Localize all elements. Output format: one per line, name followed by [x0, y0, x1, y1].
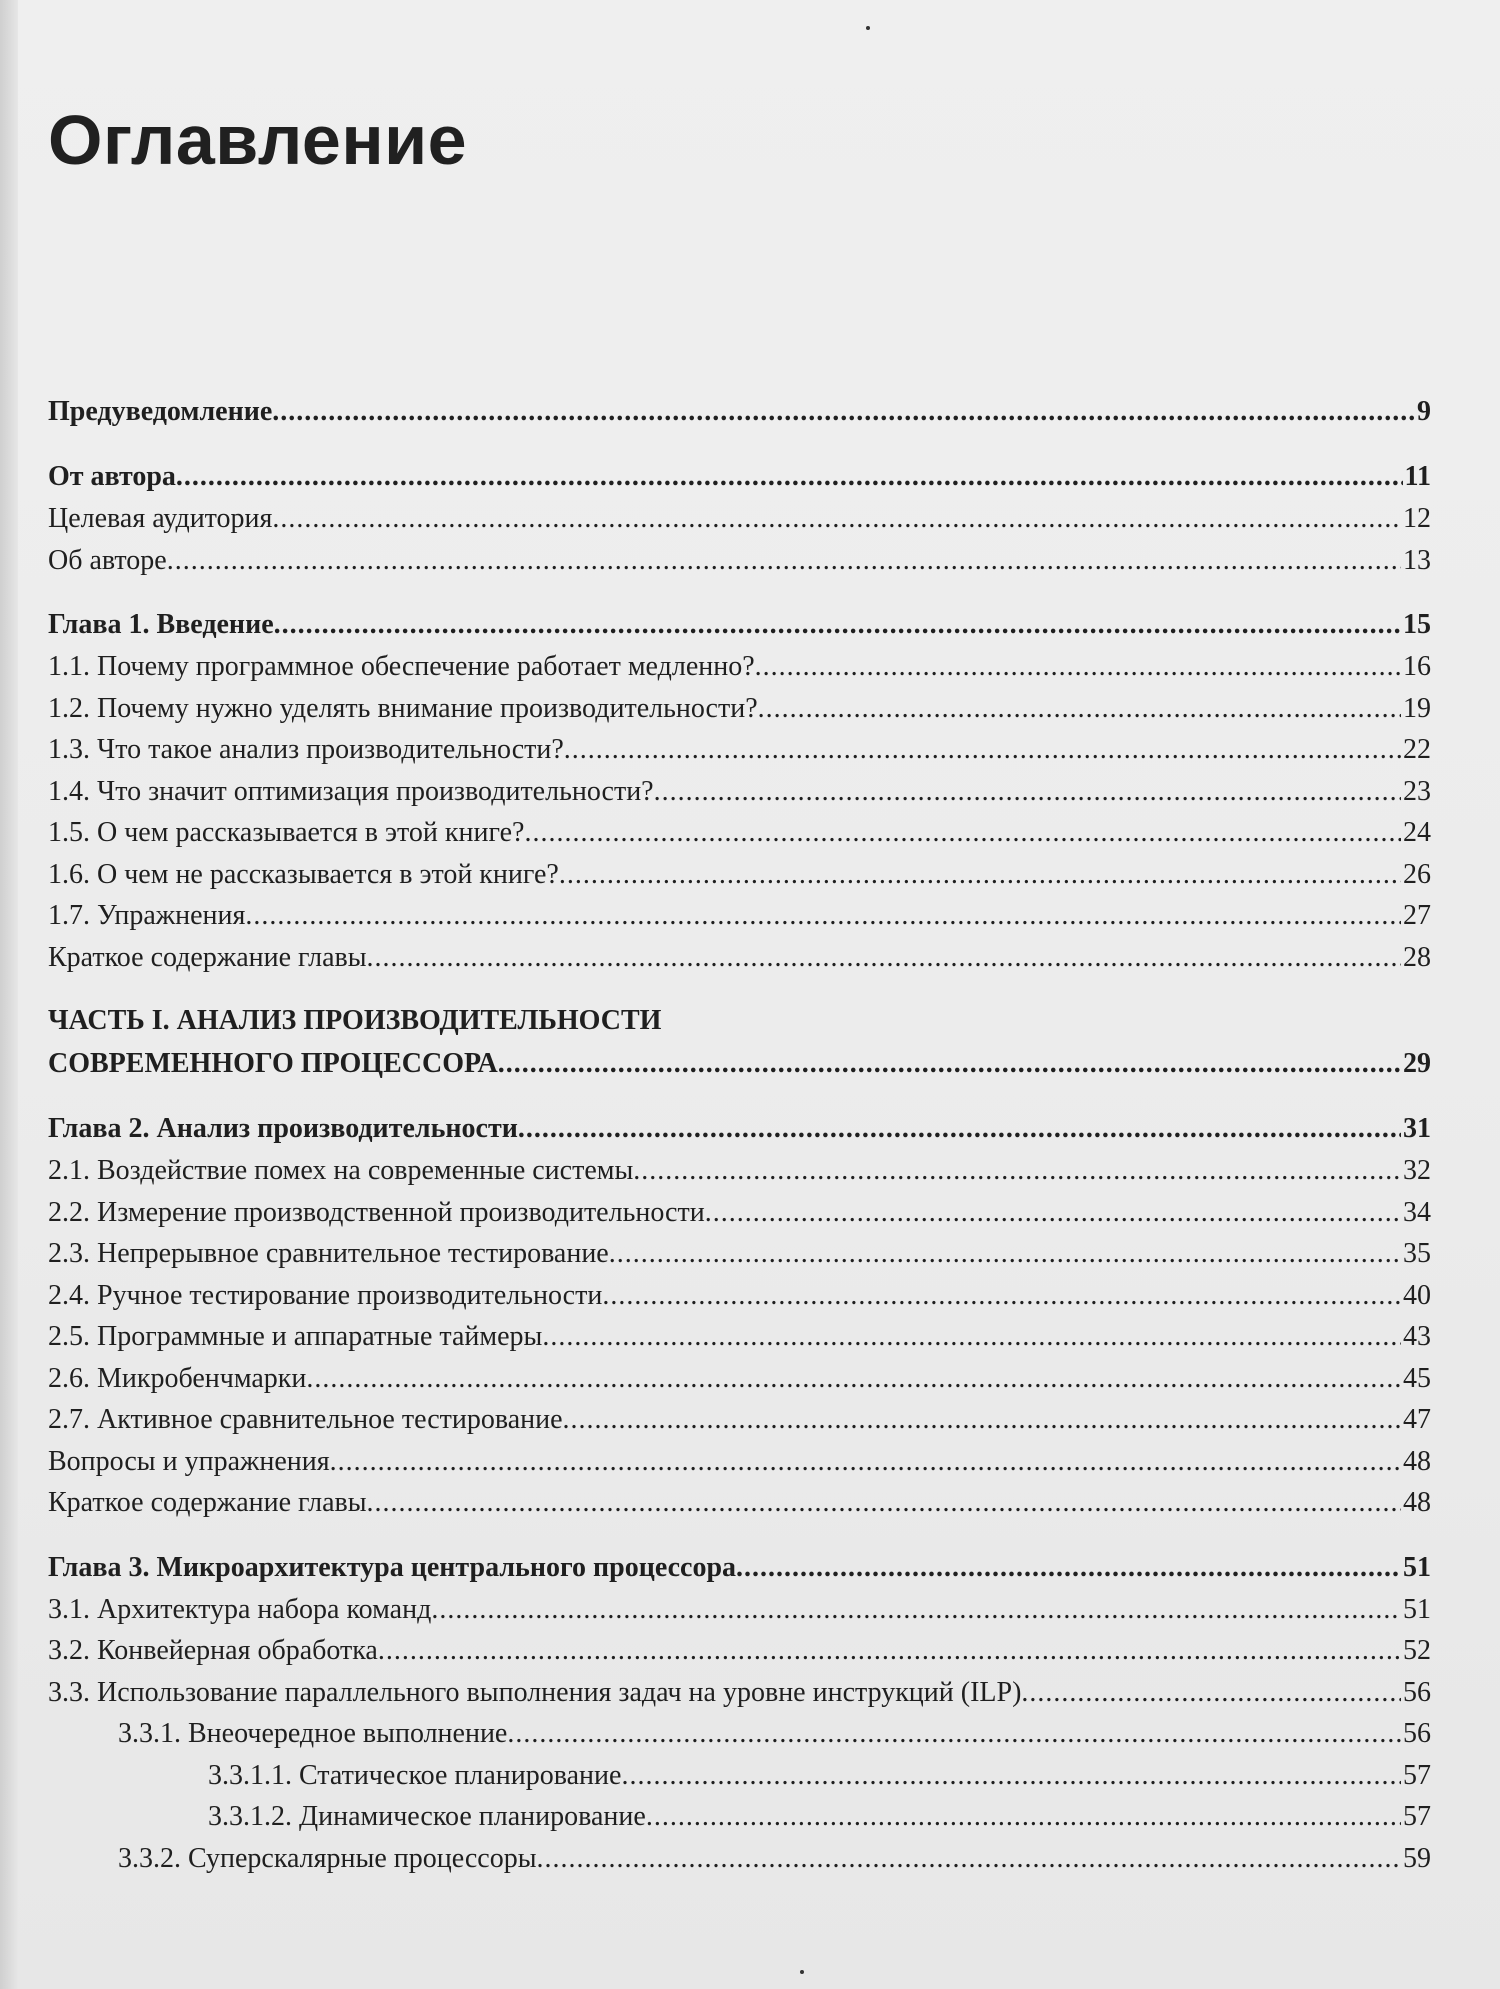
- toc-page-number: 19: [1403, 692, 1431, 724]
- toc-entry-title: 1.5. О чем рассказывается в этой книге?: [48, 817, 525, 848]
- toc-entry-title: 3.3.1. Внеочередное выполнение: [118, 1718, 508, 1749]
- toc-entry[interactable]: [48, 1441, 1431, 1483]
- page-title: Оглавление: [48, 101, 468, 179]
- toc-page-number: 52: [1403, 1635, 1431, 1666]
- toc-page-number: 47: [1403, 1404, 1431, 1435]
- toc-page-number: 13: [1403, 544, 1431, 576]
- toc-entry[interactable]: [48, 540, 1431, 582]
- toc-page-number: 28: [1403, 941, 1431, 973]
- toc-page-number: 9: [1417, 396, 1431, 427]
- toc-page-number: 22: [1403, 734, 1431, 765]
- toc-part-heading: ЧАСТЬ I. АНАЛИЗ ПРОИЗВОДИТЕЛЬНОСТИ: [48, 1005, 662, 1036]
- toc-page-number: 43: [1403, 1321, 1431, 1352]
- toc-entry[interactable]: [48, 1358, 1431, 1400]
- print-speck: [800, 1970, 804, 1974]
- toc-entry[interactable]: [48, 390, 1431, 433]
- toc-leader-dots: [654, 771, 1401, 813]
- toc-entry[interactable]: [48, 1546, 1431, 1589]
- toc-leader-dots: [274, 603, 1401, 646]
- toc-entry-title: 1.7. Упражнения: [48, 900, 246, 931]
- toc-entry-title: 3.2. Конвейерная обработка: [48, 1635, 378, 1666]
- toc-entry[interactable]: [48, 603, 1431, 646]
- toc-page-number: 27: [1403, 900, 1431, 931]
- toc-entry[interactable]: [48, 1233, 1431, 1275]
- toc-entry-title: 3.3. Использование параллельного выполнения задач на уровне инструкций (ILP): [48, 1676, 1022, 1708]
- toc-leader-dots: [563, 1399, 1401, 1441]
- toc-leader-dots: [736, 1546, 1401, 1589]
- toc-entry[interactable]: [48, 1755, 1431, 1797]
- toc-entry[interactable]: [48, 1316, 1431, 1358]
- toc-section-gap: [48, 978, 1431, 1000]
- toc-entry-title: Предуведомление: [48, 396, 273, 427]
- toc-entry-title: Глава 1. Введение: [48, 609, 274, 640]
- toc-page-number: 26: [1403, 858, 1431, 890]
- toc-leader-dots: [367, 937, 1401, 979]
- toc-entry-title: Целевая аудитория: [48, 503, 273, 534]
- toc-entry[interactable]: [48, 1399, 1431, 1441]
- toc-entry-title: 1.1. Почему программное обеспечение работает медленно?: [48, 651, 755, 682]
- toc-entry[interactable]: [48, 729, 1431, 771]
- toc-leader-dots: [705, 1192, 1401, 1234]
- page-gutter-shadow: [0, 0, 18, 1989]
- toc-page-number: 35: [1403, 1238, 1431, 1269]
- toc-page-number: 59: [1403, 1842, 1431, 1874]
- toc-entry[interactable]: [48, 1672, 1431, 1714]
- toc-page-number: 45: [1403, 1362, 1431, 1394]
- toc-entry-title: 2.5. Программные и аппаратные таймеры: [48, 1321, 543, 1352]
- toc-entry-title: Глава 2. Анализ производительности: [48, 1113, 518, 1144]
- toc-page-number: 51: [1403, 1593, 1431, 1625]
- toc-page-number: 15: [1403, 609, 1431, 640]
- toc-leader-dots: [602, 1275, 1401, 1317]
- toc-entry[interactable]: [48, 1150, 1431, 1192]
- toc-entry-title: 2.6. Микробенчмарки: [48, 1362, 307, 1394]
- toc-page-number: 34: [1403, 1196, 1431, 1228]
- toc-leader-dots: [758, 688, 1401, 730]
- toc-leader-dots: [633, 1150, 1401, 1192]
- toc-leader-dots: [498, 1042, 1401, 1085]
- toc-entry[interactable]: [48, 1275, 1431, 1317]
- toc-page-number: 16: [1403, 651, 1431, 682]
- toc-entry-title: 2.1. Воздействие помех на современные системы: [48, 1155, 634, 1186]
- toc-page-number: 56: [1403, 1676, 1431, 1708]
- toc-entry[interactable]: [48, 1192, 1431, 1234]
- toc-entry[interactable]: [48, 895, 1431, 937]
- toc-page-number: 57: [1403, 1801, 1431, 1832]
- toc-page-number: 40: [1403, 1279, 1431, 1311]
- toc-entry[interactable]: [48, 812, 1431, 854]
- toc-entry-title: 3.3.2. Суперскалярные процессоры: [118, 1842, 537, 1874]
- toc-leader-dots: [330, 1441, 1401, 1483]
- toc-entry[interactable]: [48, 1713, 1431, 1755]
- toc-section-gap: [48, 1085, 1431, 1107]
- toc-page-number: 31: [1403, 1113, 1431, 1144]
- toc-leader-dots: [537, 1838, 1401, 1880]
- toc-section-gap: [48, 433, 1431, 455]
- toc-entry[interactable]: [48, 455, 1431, 498]
- toc-page-number: 24: [1403, 817, 1431, 848]
- toc-entry[interactable]: [48, 1838, 1431, 1880]
- toc-entry-title: 3.1. Архитектура набора команд: [48, 1593, 432, 1625]
- toc-entry-title: Глава 3. Микроархитектура центрального процессора: [48, 1551, 737, 1583]
- toc-leader-dots: [609, 1233, 1401, 1275]
- toc-entry-title: 3.3.1.2. Динамическое планирование: [208, 1801, 646, 1832]
- print-speck: [866, 26, 870, 30]
- toc-page-number: 29: [1403, 1048, 1431, 1079]
- toc-entry-title: Об авторе: [48, 544, 167, 576]
- toc-entry[interactable]: [48, 1589, 1431, 1631]
- toc-page-number: 51: [1403, 1551, 1431, 1583]
- toc-leader-dots: [559, 854, 1401, 896]
- toc-entry[interactable]: [48, 498, 1431, 540]
- toc-entry-title: 1.3. Что такое анализ производительности?: [48, 734, 564, 765]
- toc-entry-title: Вопросы и упражнения: [48, 1445, 330, 1477]
- toc-entry-title: 2.7. Активное сравнительное тестирование: [48, 1404, 563, 1435]
- toc-entry-title: 1.2. Почему нужно уделять внимание производительности?: [48, 692, 758, 724]
- toc-leader-dots: [507, 1713, 1401, 1755]
- toc-entry-title: СОВРЕМЕННОГО ПРОЦЕССОРА: [48, 1048, 498, 1079]
- toc-entry[interactable]: [48, 771, 1431, 813]
- toc-entry[interactable]: [48, 646, 1431, 688]
- toc-page-number: 11: [1404, 461, 1431, 492]
- toc-entry[interactable]: [48, 1107, 1431, 1150]
- toc-entry-title: 1.4. Что значит оптимизация производительности?: [48, 775, 654, 807]
- toc-entry-title: 2.2. Измерение производственной производительности: [48, 1196, 705, 1228]
- toc-entry-title: Краткое содержание главы: [48, 941, 367, 973]
- toc-section-gap: [48, 1524, 1431, 1546]
- toc-page-number: 57: [1403, 1759, 1431, 1791]
- toc-leader-dots: [272, 498, 1401, 540]
- toc-leader-dots: [621, 1755, 1401, 1797]
- toc-entry[interactable]: [48, 854, 1431, 896]
- toc-entry-title: 3.3.1.1. Статическое планирование: [208, 1759, 622, 1791]
- toc-leader-dots: [646, 1796, 1401, 1838]
- toc-entry[interactable]: [48, 1482, 1431, 1524]
- toc-leader-dots: [176, 455, 1403, 498]
- toc-leader-dots: [1021, 1672, 1401, 1714]
- toc-entry[interactable]: [48, 1042, 1431, 1085]
- toc-page-number: 23: [1403, 775, 1431, 807]
- toc-entry-title: 2.3. Непрерывное сравнительное тестирование: [48, 1238, 609, 1269]
- toc-page-number: 12: [1403, 503, 1431, 534]
- toc-leader-dots: [306, 1358, 1401, 1400]
- toc-page-number: 48: [1403, 1487, 1431, 1518]
- toc-page-number: 48: [1403, 1445, 1431, 1477]
- toc-entry-title: Краткое содержание главы: [48, 1487, 367, 1518]
- toc-entry[interactable]: [48, 688, 1431, 730]
- toc-leader-dots: [542, 1316, 1401, 1358]
- toc-entry-title: 1.6. О чем не рассказывается в этой книге?: [48, 858, 559, 890]
- toc-leader-dots: [564, 729, 1401, 771]
- toc-leader-dots: [431, 1589, 1401, 1631]
- toc-leader-dots: [755, 646, 1401, 688]
- toc-entry-title: От автора: [48, 461, 176, 492]
- table-of-contents: [48, 390, 1431, 1879]
- toc-leader-dots: [524, 812, 1401, 854]
- toc-leader-dots: [367, 1482, 1401, 1524]
- toc-page-number: 32: [1403, 1155, 1431, 1186]
- toc-entry[interactable]: [48, 1630, 1431, 1672]
- toc-leader-dots: [518, 1107, 1401, 1150]
- toc-section-gap: [48, 581, 1431, 603]
- toc-leader-dots: [245, 895, 1401, 937]
- toc-leader-dots: [272, 390, 1415, 433]
- toc-leader-dots: [378, 1630, 1401, 1672]
- toc-entry[interactable]: [48, 937, 1431, 979]
- toc-entry[interactable]: [48, 1796, 1431, 1838]
- toc-page-number: 56: [1403, 1718, 1431, 1749]
- toc-entry-title: 2.4. Ручное тестирование производительности: [48, 1279, 603, 1311]
- toc-leader-dots: [167, 540, 1401, 582]
